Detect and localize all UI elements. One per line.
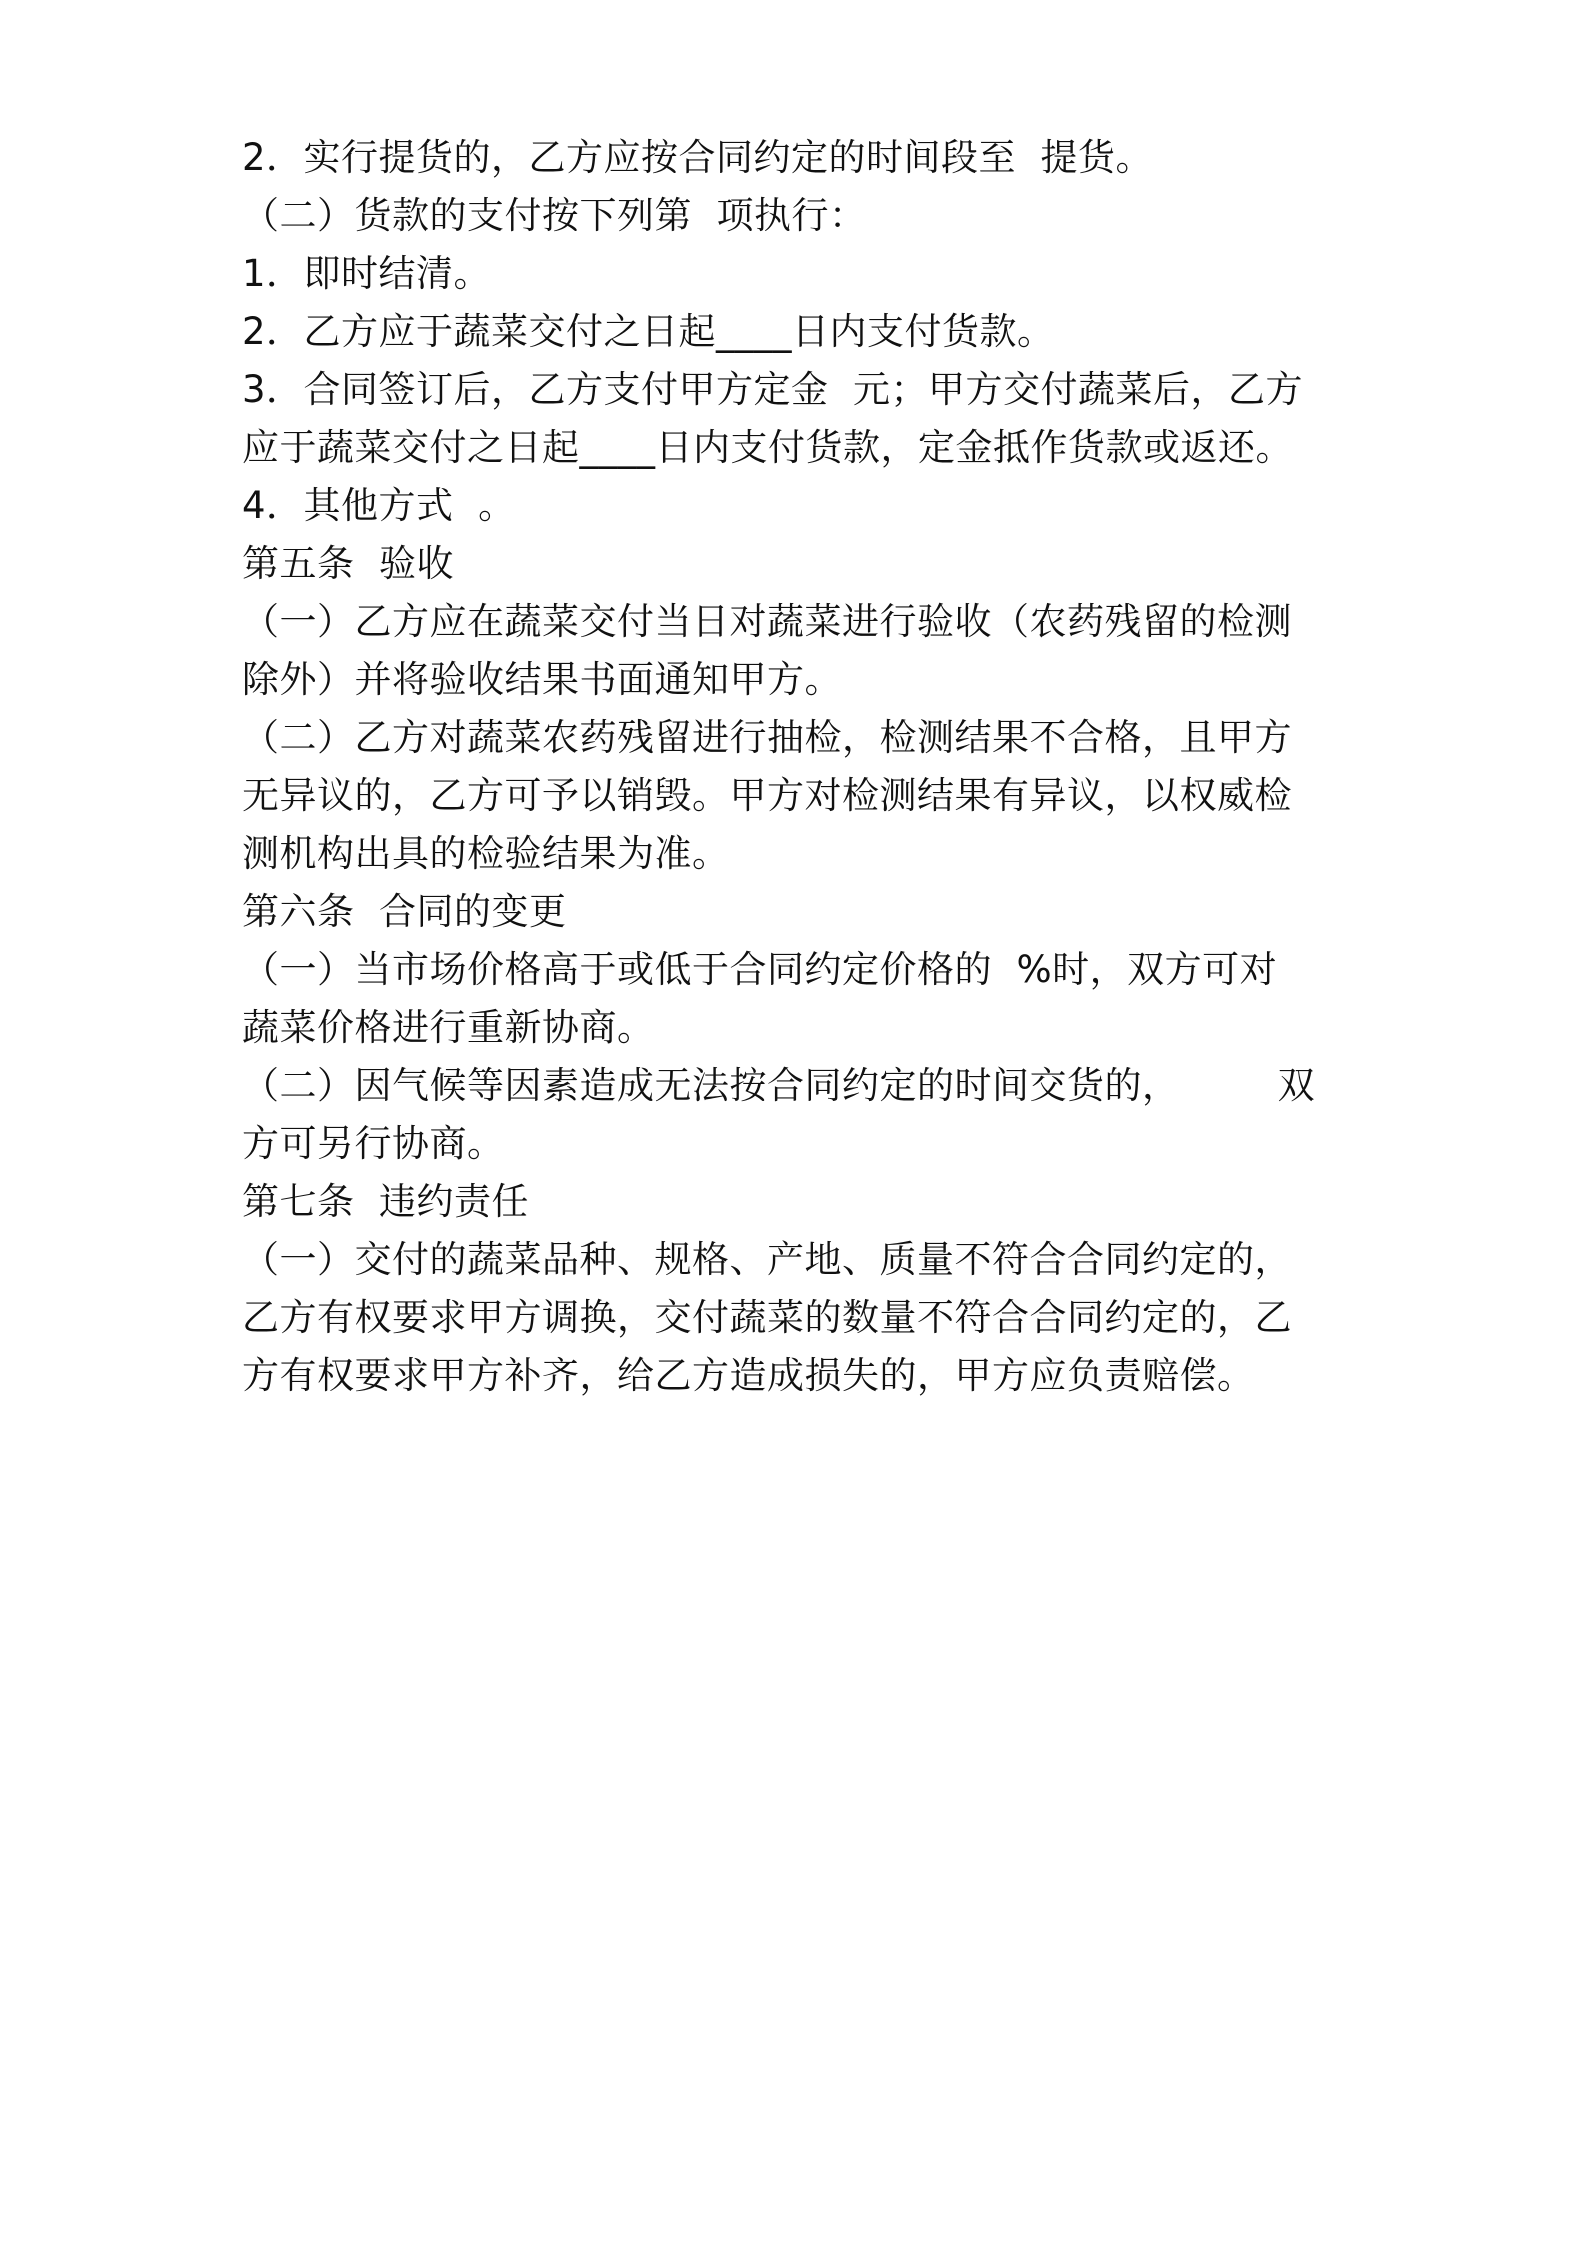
section-heading: 第六条 合同的变更 — [242, 890, 567, 933]
text-line: 2．实行提货的，乙方应按合同约定的时间段至 提货。 — [242, 136, 1154, 179]
text-line: 3．合同签订后，乙方支付甲方定金 元；甲方交付蔬菜后，乙方 — [242, 368, 1304, 411]
text-line: 2．乙方应于蔬菜交付之日起____日内支付货款。 — [242, 310, 1055, 353]
text-line: 4．其他方式 。 — [242, 484, 516, 527]
text-line: （二）货款的支付按下列第 项执行： — [242, 194, 867, 237]
section-heading: 第七条 违约责任 — [242, 1180, 530, 1223]
text-line: 测机构出具的检验结果为准。 — [242, 832, 730, 875]
text-line: （一）乙方应在蔬菜交付当日对蔬菜进行验收（农药残留的检测 — [242, 600, 1292, 643]
text-line: 蔬菜价格进行重新协商。 — [242, 1006, 655, 1049]
text-line: （一）当市场价格高于或低于合同约定价格的 %时，双方可对 — [242, 948, 1278, 991]
text-line: （二）因气候等因素造成无法按合同约定的时间交货的， 双 — [242, 1064, 1316, 1107]
text-line: （二）乙方对蔬菜农药残留进行抽检，检测结果不合格，且甲方 — [242, 716, 1292, 759]
text-line: （一）交付的蔬菜品种、规格、产地、质量不符合合同约定的， — [242, 1238, 1292, 1281]
text-line: 无异议的，乙方可予以销毁。甲方对检测结果有异议，以权威检 — [242, 774, 1292, 817]
text-line: 方有权要求甲方补齐，给乙方造成损失的，甲方应负责赔偿。 — [242, 1354, 1255, 1397]
text-line: 应于蔬菜交付之日起____日内支付货款，定金抵作货款或返还。 — [242, 426, 1293, 469]
text-line: 乙方有权要求甲方调换，交付蔬菜的数量不符合合同约定的，乙 — [242, 1296, 1292, 1339]
text-line: 除外）并将验收结果书面通知甲方。 — [242, 658, 842, 701]
text-line: 方可另行协商。 — [242, 1122, 505, 1165]
section-heading: 第五条 验收 — [242, 542, 455, 585]
text-line: 1．即时结清。 — [242, 252, 492, 295]
